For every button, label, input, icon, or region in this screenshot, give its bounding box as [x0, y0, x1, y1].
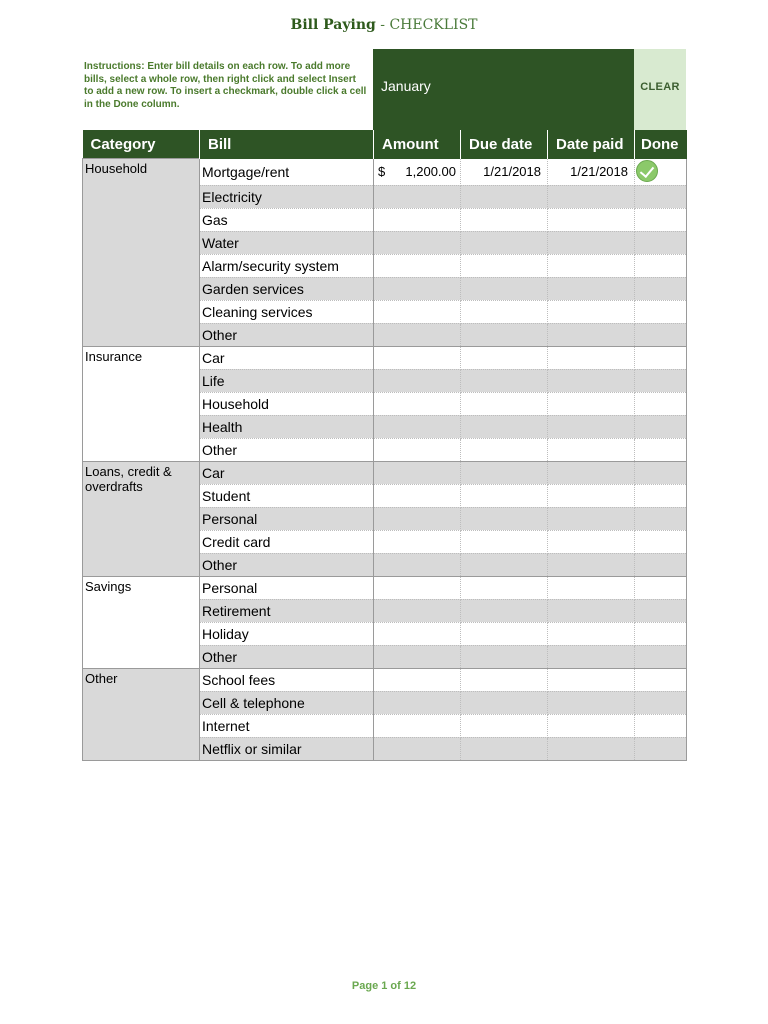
done-cell[interactable] — [635, 599, 687, 622]
category-cell[interactable]: Other — [83, 668, 200, 760]
amount-cell[interactable] — [374, 254, 461, 277]
category-cell[interactable]: Loans, credit & overdrafts — [83, 461, 200, 576]
done-cell[interactable] — [635, 622, 687, 645]
due-date-cell[interactable] — [461, 484, 548, 507]
done-cell[interactable] — [635, 323, 687, 346]
date-paid-cell[interactable] — [548, 254, 635, 277]
date-paid-cell[interactable] — [548, 714, 635, 737]
date-paid-cell[interactable] — [548, 691, 635, 714]
date-paid-cell[interactable] — [548, 461, 635, 484]
date-paid-cell[interactable] — [548, 484, 635, 507]
table-row — [83, 159, 687, 186]
done-cell[interactable] — [635, 530, 687, 553]
date-paid-cell[interactable] — [548, 668, 635, 691]
date-paid-cell[interactable] — [548, 576, 635, 599]
date-paid-cell[interactable] — [548, 392, 635, 415]
title-bold: Bill Paying — [290, 17, 376, 33]
done-cell[interactable] — [635, 277, 687, 300]
bill-cell[interactable]: Gas — [200, 208, 374, 231]
done-cell[interactable] — [635, 231, 687, 254]
due-date-cell[interactable] — [461, 254, 548, 277]
bill-cell[interactable]: Other — [200, 645, 374, 668]
date-paid-cell[interactable] — [548, 507, 635, 530]
title-separator: - — [375, 17, 390, 33]
amount-cell[interactable] — [374, 438, 461, 461]
bill-cell[interactable]: Netflix or similar — [200, 737, 374, 760]
done-cell[interactable] — [635, 159, 687, 186]
done-cell[interactable] — [635, 737, 687, 760]
bill-cell[interactable]: Credit card — [200, 530, 374, 553]
amount-cell[interactable] — [374, 622, 461, 645]
column-header-category: Category — [83, 130, 200, 159]
bill-cell[interactable]: Mortgage/rent — [200, 159, 374, 186]
done-cell[interactable] — [635, 438, 687, 461]
bill-cell[interactable]: Student — [200, 484, 374, 507]
done-cell[interactable] — [635, 208, 687, 231]
amount-cell[interactable] — [374, 737, 461, 760]
date-paid-value: 1/21/2018 — [570, 164, 628, 179]
bill-table — [82, 130, 687, 761]
bill-cell[interactable]: Car — [200, 461, 374, 484]
due-date-cell[interactable] — [461, 622, 548, 645]
due-date-cell[interactable] — [461, 714, 548, 737]
amount-cell[interactable] — [374, 484, 461, 507]
amount-cell[interactable] — [374, 530, 461, 553]
bill-cell[interactable]: Alarm/security system — [200, 254, 374, 277]
date-paid-cell[interactable] — [548, 415, 635, 438]
bill-cell[interactable]: Other — [200, 553, 374, 576]
date-paid-cell[interactable] — [548, 369, 635, 392]
due-date-cell[interactable] — [461, 645, 548, 668]
month-field[interactable]: January — [373, 49, 634, 130]
amount-cell[interactable] — [374, 553, 461, 576]
bill-cell[interactable]: Garden services — [200, 277, 374, 300]
done-cell[interactable] — [635, 300, 687, 323]
instructions-text: Instructions: Enter bill details on each row. To add more bills, select a whole row, then right click and select Insert to add a new row. To insert a checkmark, double click a cell in the Done column. — [84, 61, 367, 110]
table-row — [83, 576, 687, 599]
checkmark-icon[interactable] — [636, 160, 658, 182]
table-row — [83, 668, 687, 691]
bill-cell[interactable]: Retirement — [200, 599, 374, 622]
amount-cell[interactable] — [374, 645, 461, 668]
table-row — [83, 461, 687, 484]
amount-cell[interactable] — [374, 599, 461, 622]
amount-number: 1,200.00 — [405, 164, 456, 179]
bill-cell[interactable]: Car — [200, 346, 374, 369]
amount-cell[interactable] — [374, 691, 461, 714]
category-cell[interactable]: Insurance — [83, 346, 200, 461]
page-footer: Page 1 of 12 — [351, 980, 417, 992]
date-paid-cell[interactable] — [548, 622, 635, 645]
due-date-cell[interactable] — [461, 300, 548, 323]
due-date-cell[interactable] — [461, 576, 548, 599]
amount-cell[interactable] — [374, 392, 461, 415]
bill-cell[interactable]: Cleaning services — [200, 300, 374, 323]
done-cell[interactable] — [635, 185, 687, 208]
done-cell[interactable] — [635, 714, 687, 737]
due-date-cell[interactable] — [461, 346, 548, 369]
date-paid-cell[interactable] — [548, 231, 635, 254]
due-date-cell[interactable] — [461, 392, 548, 415]
table-body — [83, 159, 687, 761]
amount-cell[interactable] — [374, 576, 461, 599]
amount-cell[interactable] — [374, 231, 461, 254]
amount-cell[interactable] — [374, 277, 461, 300]
due-date-value: 1/21/2018 — [483, 164, 541, 179]
done-cell[interactable] — [635, 392, 687, 415]
due-date-cell[interactable] — [461, 277, 548, 300]
amount-cell[interactable] — [374, 369, 461, 392]
category-cell[interactable]: Household — [83, 159, 200, 347]
amount-cell[interactable] — [374, 300, 461, 323]
amount-cell[interactable] — [374, 461, 461, 484]
done-cell[interactable] — [635, 369, 687, 392]
amount-cell[interactable] — [374, 714, 461, 737]
date-paid-cell[interactable] — [548, 645, 635, 668]
date-paid-cell[interactable] — [548, 553, 635, 576]
amount-value — [374, 164, 460, 179]
date-paid-cell[interactable] — [548, 737, 635, 760]
bill-cell[interactable]: Other — [200, 438, 374, 461]
amount-cell[interactable] — [374, 323, 461, 346]
due-date-cell[interactable] — [461, 438, 548, 461]
due-date-cell[interactable] — [461, 415, 548, 438]
date-paid-cell[interactable] — [548, 300, 635, 323]
done-cell[interactable] — [635, 691, 687, 714]
bill-cell[interactable]: Holiday — [200, 622, 374, 645]
done-cell[interactable] — [635, 507, 687, 530]
amount-cell[interactable] — [374, 185, 461, 208]
amount-cell[interactable] — [374, 346, 461, 369]
bill-cell[interactable]: School fees — [200, 668, 374, 691]
clear-button[interactable]: CLEAR — [634, 49, 686, 130]
date-paid-cell[interactable] — [548, 323, 635, 346]
done-cell[interactable] — [635, 645, 687, 668]
table-row — [83, 346, 687, 369]
bill-cell[interactable]: Other — [200, 323, 374, 346]
date-paid-cell[interactable] — [548, 346, 635, 369]
amount-cell[interactable] — [374, 159, 461, 186]
date-paid-cell[interactable] — [548, 599, 635, 622]
amount-cell[interactable] — [374, 507, 461, 530]
date-paid-cell[interactable] — [548, 438, 635, 461]
due-date-cell[interactable] — [461, 208, 548, 231]
due-date-cell[interactable] — [461, 599, 548, 622]
column-header-date-paid: Date paid — [548, 130, 635, 159]
due-date-cell[interactable] — [461, 323, 548, 346]
done-cell[interactable] — [635, 415, 687, 438]
done-cell[interactable] — [635, 668, 687, 691]
done-cell[interactable] — [635, 461, 687, 484]
bill-cell[interactable]: Cell & telephone — [200, 691, 374, 714]
bill-cell[interactable]: Personal — [200, 507, 374, 530]
due-date-cell[interactable] — [461, 530, 548, 553]
done-cell[interactable] — [635, 576, 687, 599]
due-date-cell[interactable] — [461, 159, 548, 186]
date-paid-cell[interactable] — [548, 159, 635, 186]
due-date-cell[interactable] — [461, 185, 548, 208]
bill-cell[interactable]: Electricity — [200, 185, 374, 208]
due-date-cell[interactable] — [461, 691, 548, 714]
category-cell[interactable]: Savings — [83, 576, 200, 668]
date-paid-cell[interactable] — [548, 530, 635, 553]
table-header-row — [83, 130, 687, 159]
done-cell[interactable] — [635, 553, 687, 576]
date-paid-cell[interactable] — [548, 208, 635, 231]
due-date-cell[interactable] — [461, 369, 548, 392]
bill-cell[interactable]: Health — [200, 415, 374, 438]
bill-cell[interactable]: Personal — [200, 576, 374, 599]
done-cell[interactable] — [635, 346, 687, 369]
due-date-cell[interactable] — [461, 737, 548, 760]
due-date-cell[interactable] — [461, 507, 548, 530]
column-header-done: Done — [635, 130, 687, 159]
amount-cell[interactable] — [374, 668, 461, 691]
column-header-bill: Bill — [200, 130, 374, 159]
amount-cell[interactable] — [374, 208, 461, 231]
page-title — [0, 17, 768, 33]
checklist-header — [82, 49, 686, 130]
title-rest: CHECKLIST — [389, 17, 478, 33]
currency-symbol: $ — [378, 164, 386, 179]
amount-cell[interactable] — [374, 415, 461, 438]
bill-cell[interactable]: Life — [200, 369, 374, 392]
due-date-cell[interactable] — [461, 231, 548, 254]
due-date-cell[interactable] — [461, 553, 548, 576]
due-date-cell[interactable] — [461, 461, 548, 484]
date-paid-cell[interactable] — [548, 277, 635, 300]
bill-cell[interactable]: Water — [200, 231, 374, 254]
done-cell[interactable] — [635, 254, 687, 277]
bill-cell[interactable]: Internet — [200, 714, 374, 737]
bill-cell[interactable]: Household — [200, 392, 374, 415]
date-paid-cell[interactable] — [548, 185, 635, 208]
column-header-amount: Amount — [374, 130, 461, 159]
done-cell[interactable] — [635, 484, 687, 507]
column-header-due-date: Due date — [461, 130, 548, 159]
due-date-cell[interactable] — [461, 668, 548, 691]
